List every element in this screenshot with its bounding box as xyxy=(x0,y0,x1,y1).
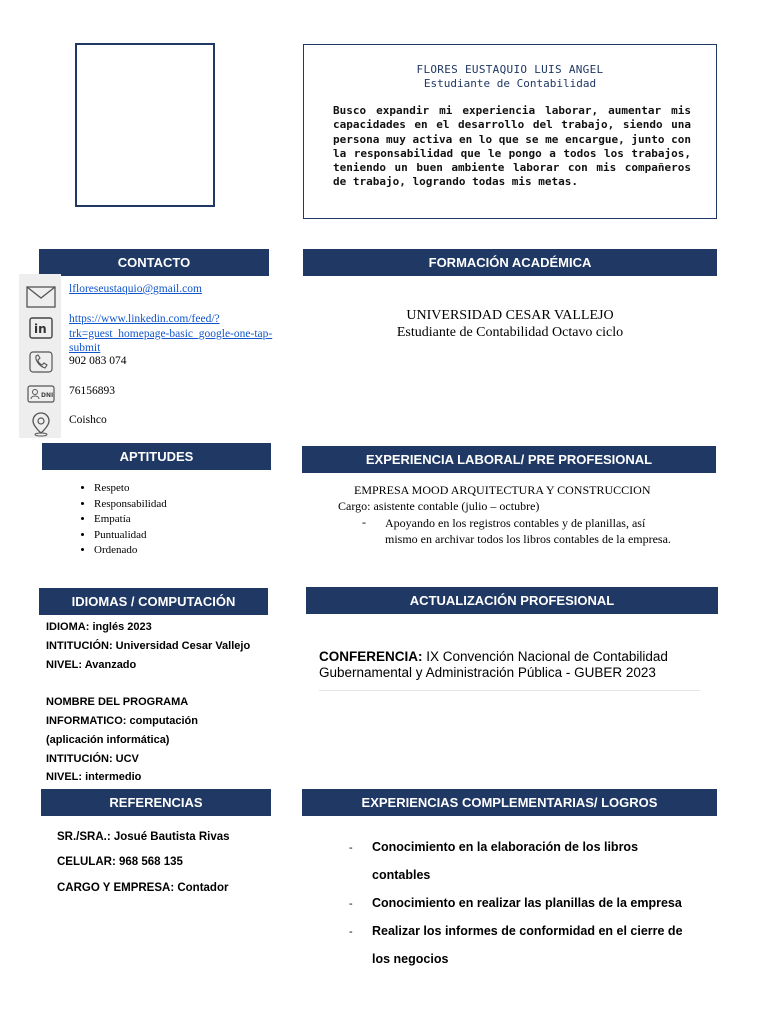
list-item: • Respeto xyxy=(94,481,167,497)
linkedin-icon xyxy=(25,316,57,340)
conference-label: CONFERENCIA: xyxy=(319,649,423,664)
section-header-updates: ACTUALIZACIÓN PROFESIONAL xyxy=(306,587,718,614)
full-name: FLORES EUSTAQUIO LUIS ANGEL xyxy=(416,63,604,76)
experience-bullet-line-2: mismo en archivar todos los libros contables de la empresa. xyxy=(385,532,671,546)
conference-title-line-1: IX Convención Nacional de Contabilidad xyxy=(422,649,668,664)
program-institution: INTITUCIÓN: UCV xyxy=(46,753,139,765)
location-text: Coishco xyxy=(69,414,107,426)
language-level: NIVEL: Avanzado xyxy=(46,659,137,671)
reference-phone: CELULAR: 968 568 135 xyxy=(57,856,183,868)
phone-number: 902 083 074 xyxy=(69,355,127,367)
profile-photo-frame xyxy=(75,43,215,207)
linkedin-url-line-1: https://www.linkedin.com/feed/? xyxy=(69,313,220,325)
svg-text:DNI: DNI xyxy=(41,392,54,399)
email-link[interactable]: lfloreseustaquio@gmail.com xyxy=(69,283,202,295)
phone-icon xyxy=(25,350,57,374)
program-name-label: NOMBRE DEL PROGRAMA xyxy=(46,696,189,708)
education-block xyxy=(303,307,717,341)
achievement-3-line-2: los negocios xyxy=(372,952,449,966)
linkedin-link[interactable] xyxy=(69,312,279,356)
section-header-contact: CONTACTO xyxy=(39,249,269,276)
divider xyxy=(319,690,700,691)
achievement-3-line-1: Realizar los informes de conformidad en el cierre de xyxy=(372,924,683,938)
achievement-dash: - xyxy=(349,926,353,938)
program-level: NIVEL: intermedio xyxy=(46,771,142,783)
conference-title-line-2: Gubernamental y Administración Pública - GUBER 2023 xyxy=(319,665,656,680)
section-header-languages: IDIOMAS / COMPUTACIÓN xyxy=(39,588,268,615)
achievement-dash: - xyxy=(349,842,353,854)
education-detail: Estudiante de Contabilidad Octavo ciclo xyxy=(396,325,624,340)
list-item: • Responsabilidad xyxy=(94,497,167,513)
job-title: Estudiante de Contabilidad xyxy=(423,77,597,90)
program-description: (aplicación informática) xyxy=(46,734,170,746)
linkedin-url-line-3: submit xyxy=(69,342,101,354)
section-header-references: REFERENCIAS xyxy=(41,789,271,816)
program-informatico: INFORMATICO: computación xyxy=(46,715,198,727)
dni-number: 76156893 xyxy=(69,385,115,397)
svg-text:in: in xyxy=(34,322,47,336)
achievement-2: Conocimiento en realizar las planillas de la empresa xyxy=(372,896,682,910)
linkedin-url-line-2: trk=guest_homepage-basic_google-one-tap- xyxy=(69,327,273,340)
profile-summary: Busco expandir mi experiencia laborar, aumentar mis capacidades en el desarrollo del trabajo, siendo una persona muy activa en lo que se me encargue, junto con la responsabilidad que le pongo a todos los trabajos, teniendo un buen ambiente laborar con mis compañeros de trabajo, logrando todas mis metas. xyxy=(333,104,691,189)
achievement-1-line-2: contables xyxy=(372,868,431,882)
section-header-skills: APTITUDES xyxy=(42,443,271,470)
envelope-icon xyxy=(25,285,57,309)
section-header-experience: EXPERIENCIA LABORAL/ PRE PROFESIONAL xyxy=(302,446,716,473)
achievement-dash: - xyxy=(349,898,353,910)
list-item: • Empatía xyxy=(94,512,167,528)
language-institution: INTITUCIÓN: Universidad Cesar Vallejo xyxy=(46,640,251,652)
experience-position: Cargo: asistente contable (julio – octubre) xyxy=(338,499,540,513)
skills-list xyxy=(74,481,167,559)
section-header-achievements: EXPERIENCIAS COMPLEMENTARIAS/ LOGROS xyxy=(302,789,717,816)
list-item: • Puntualidad xyxy=(94,528,167,544)
experience-dash: - xyxy=(362,515,366,529)
experience-company: EMPRESA MOOD ARQUITECTURA Y CONSTRUCCION xyxy=(354,483,651,497)
header-summary-box xyxy=(303,44,717,219)
language-line: IDIOMA: inglés 2023 xyxy=(46,621,152,633)
conference-entry xyxy=(319,649,709,681)
experience-bullet-line-1: Apoyando en los registros contables y de planillas, así xyxy=(385,516,646,530)
list-item: • Ordenado xyxy=(94,543,167,559)
reference-role: CARGO Y EMPRESA: Contador xyxy=(57,882,229,894)
location-pin-icon xyxy=(25,412,57,436)
experience-bullet xyxy=(385,515,671,547)
dni-icon xyxy=(25,382,57,406)
section-header-education: FORMACIÓN ACADÉMICA xyxy=(303,249,717,276)
education-institution: UNIVERSIDAD CESAR VALLEJO xyxy=(406,308,614,323)
reference-name: SR./SRA.: Josué Bautista Rivas xyxy=(57,831,230,843)
achievement-1-line-1: Conocimiento en la elaboración de los libros xyxy=(372,840,639,854)
